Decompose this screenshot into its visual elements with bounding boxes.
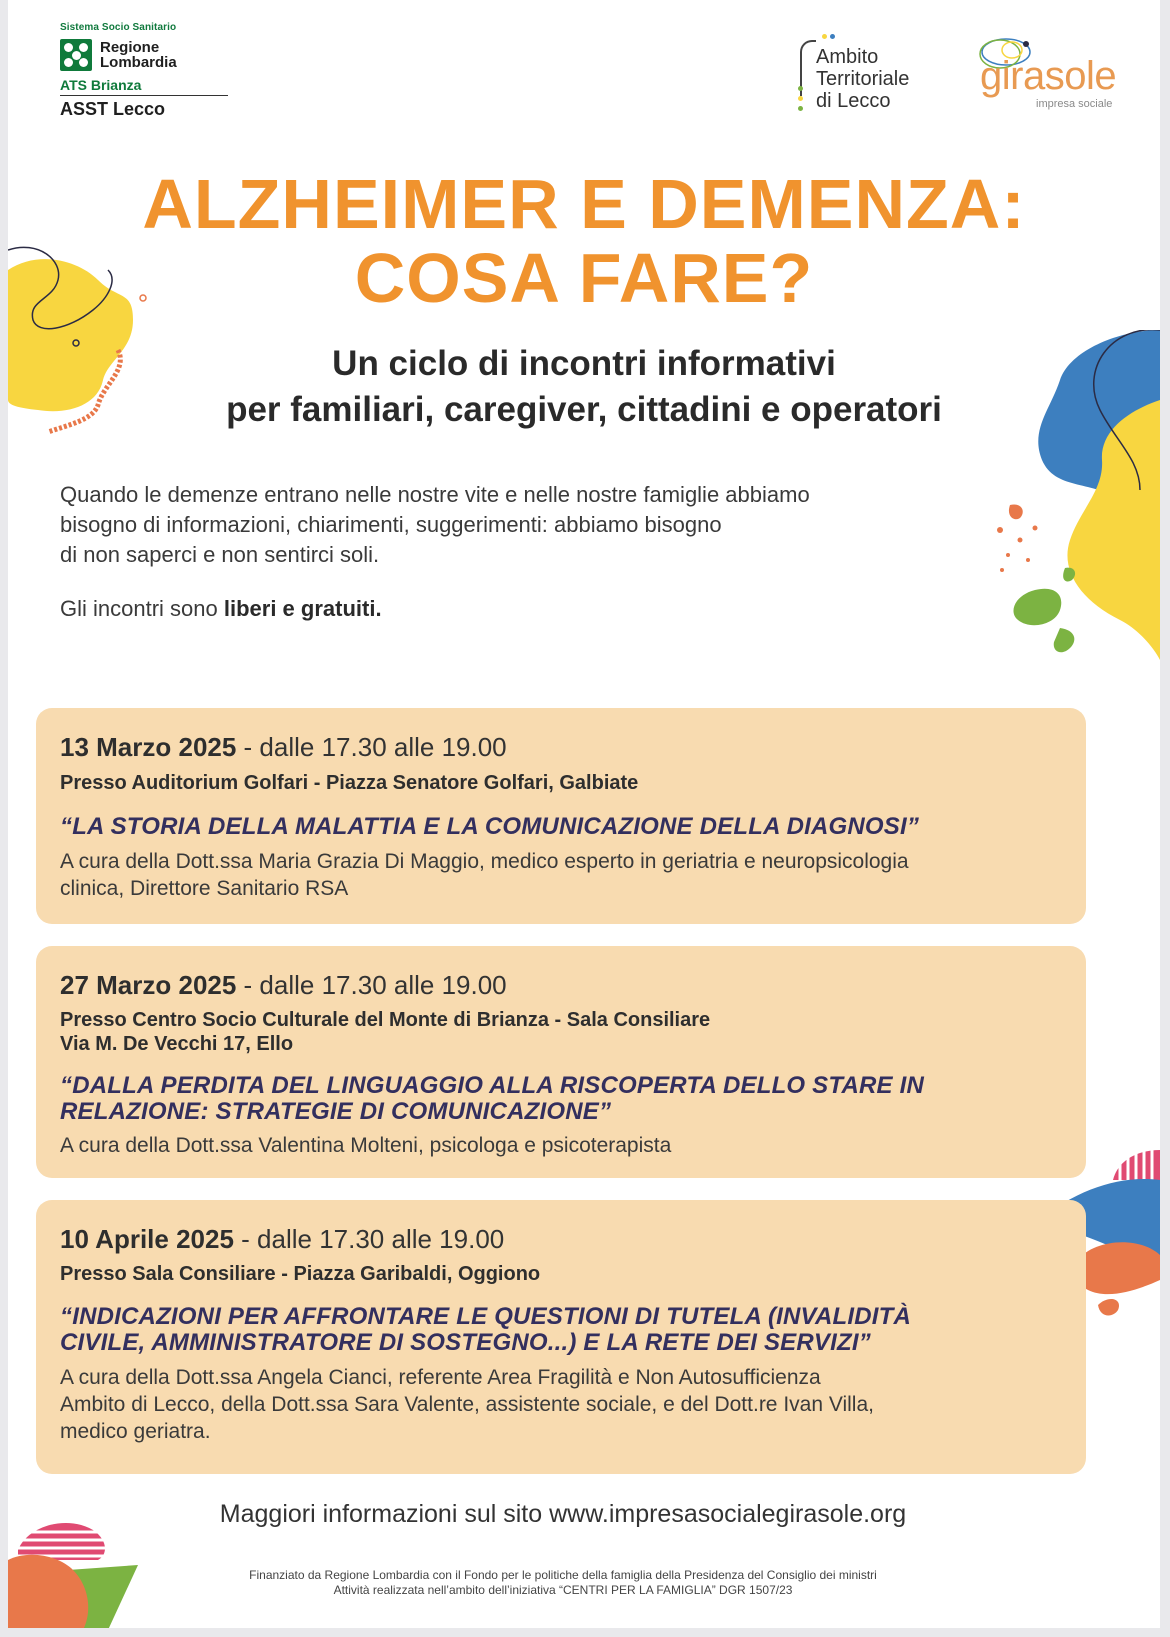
event-topic: “LA STORIA DELLA MALATTIA E LA COMUNICAZIONE DELLA DIAGNOSI” xyxy=(60,813,920,840)
event-card-2 xyxy=(36,946,1086,1178)
dot-icon xyxy=(798,96,803,101)
girasole-logo xyxy=(968,34,1118,114)
topic-line: “INDICAZIONI PER AFFRONTARE LE QUESTIONI DI TUTELA (INVALIDITÀ xyxy=(60,1303,912,1330)
more-info-link: Maggiori informazioni sul sito www.impresasocialegirasole.org xyxy=(219,1500,907,1528)
event-time: - dalle 17.30 alle 19.00 xyxy=(236,970,507,1000)
ambito-line2: Territoriale xyxy=(816,68,910,90)
intro-free-prefix: Gli incontri sono xyxy=(60,596,224,621)
logo-divider xyxy=(60,95,228,96)
event-time: - dalle 17.30 alle 19.00 xyxy=(233,1224,505,1254)
ambito-line3: di Lecco xyxy=(816,90,891,112)
speaker-line: A cura della Dott.ssa Angela Cianci, referente Area Fragilità e Non Autosufficienza xyxy=(60,1366,821,1389)
event-date xyxy=(60,970,507,1001)
ambito-territoriale-logo xyxy=(800,34,950,114)
event-date-value: 10 Aprile 2025 xyxy=(60,1224,234,1254)
event-speaker: A cura della Dott.ssa Valentina Molteni, psicologa e psicoterapista xyxy=(60,1134,672,1157)
dot-icon xyxy=(830,34,835,39)
place-line: Presso Centro Socio Culturale del Monte di Brianza - Sala Consiliare xyxy=(60,1009,711,1031)
event-topic xyxy=(60,1304,1050,1356)
ambito-line1: Ambito xyxy=(816,46,879,68)
intro-line1: Quando le demenze entrano nelle nostre vite e nelle nostre famiglie abbiamo xyxy=(60,482,810,507)
event-time: - dalle 17.30 alle 19.00 xyxy=(236,732,507,762)
event-date xyxy=(60,732,507,763)
place-line: Via M. De Vecchi 17, Ello xyxy=(60,1033,294,1055)
event-speaker xyxy=(60,848,1060,902)
event-speaker xyxy=(60,1364,1060,1445)
girasole-sub: impresa sociale xyxy=(1036,98,1113,110)
intro-free-bold: liberi e gratuiti. xyxy=(223,596,382,621)
event-date-value: 13 Marzo 2025 xyxy=(60,732,237,762)
event-place: Presso Auditorium Golfari - Piazza Senatore Golfari, Galbiate xyxy=(60,772,639,794)
speaker-line: clinica, Direttore Sanitario RSA xyxy=(60,877,349,900)
topic-line: “DALLA PERDITA DEL LINGUAGGIO ALLA RISCOPERTA DELLO STARE IN xyxy=(60,1072,924,1099)
regione-lombardia-logo xyxy=(60,22,240,120)
subtitle-line1: Un ciclo di incontri informativi xyxy=(332,344,836,383)
subtitle-line2: per familiari, caregiver, cittadini e operatori xyxy=(226,390,942,429)
event-date-value: 27 Marzo 2025 xyxy=(60,970,237,1000)
logo-region-line1: Regione xyxy=(100,39,160,56)
footer-line1: Finanziato da Regione Lombardia con il Fondo per le politiche della famiglia della Presidenza del Consiglio dei ministri xyxy=(249,1568,877,1582)
event-card-1 xyxy=(36,708,1086,924)
logo-system-text: Sistema Socio Sanitario xyxy=(60,22,177,33)
intro-paragraph xyxy=(60,480,810,570)
main-title-line2: COSA FARE? xyxy=(354,239,814,317)
topic-line: CIVILE, AMMINISTRATORE DI SOSTEGNO...) E LA RETE DEI SERVIZI” xyxy=(60,1329,871,1356)
footer-line2: Attività realizzata nell’ambito dell’iniziativa “CENTRI PER LA FAMIGLIA” DGR 1507/23 xyxy=(333,1583,793,1597)
dot-icon xyxy=(798,106,803,111)
intro-free-note xyxy=(60,594,382,624)
event-place: Presso Sala Consiliare - Piazza Garibaldi, Oggiono xyxy=(60,1263,541,1285)
main-title-line1: ALZHEIMER E DEMENZA: xyxy=(142,165,1026,243)
event-date xyxy=(60,1224,504,1255)
speaker-line: A cura della Dott.ssa Maria Grazia Di Maggio, medico esperto in geriatria e neuropsicologia xyxy=(60,850,909,873)
lombardia-rose-icon xyxy=(60,39,92,71)
intro-line2: bisogno di informazioni, chiarimenti, suggerimenti: abbiamo bisogno xyxy=(60,512,722,537)
logo-asst-text: ASST Lecco xyxy=(60,99,166,119)
intro-line3: di non saperci e non sentirci soli. xyxy=(60,542,380,567)
event-place xyxy=(60,1008,710,1056)
event-card-3 xyxy=(36,1200,1086,1474)
logo-region-line2: Lombardia xyxy=(100,54,177,71)
event-topic xyxy=(60,1073,1050,1125)
topic-line: RELAZIONE: STRATEGIE DI COMUNICAZIONE” xyxy=(60,1098,612,1125)
logo-ats-text: ATS Brianza xyxy=(60,77,142,93)
girasole-word: girasole xyxy=(980,54,1117,98)
dot-icon xyxy=(798,86,803,91)
speaker-line: medico geriatra. xyxy=(60,1420,211,1443)
flyer-page xyxy=(8,0,1160,1628)
speaker-line: Ambito di Lecco, della Dott.ssa Sara Valente, assistente sociale, e del Dott.re Ivan Villa, xyxy=(60,1393,874,1416)
dot-icon xyxy=(822,34,827,39)
